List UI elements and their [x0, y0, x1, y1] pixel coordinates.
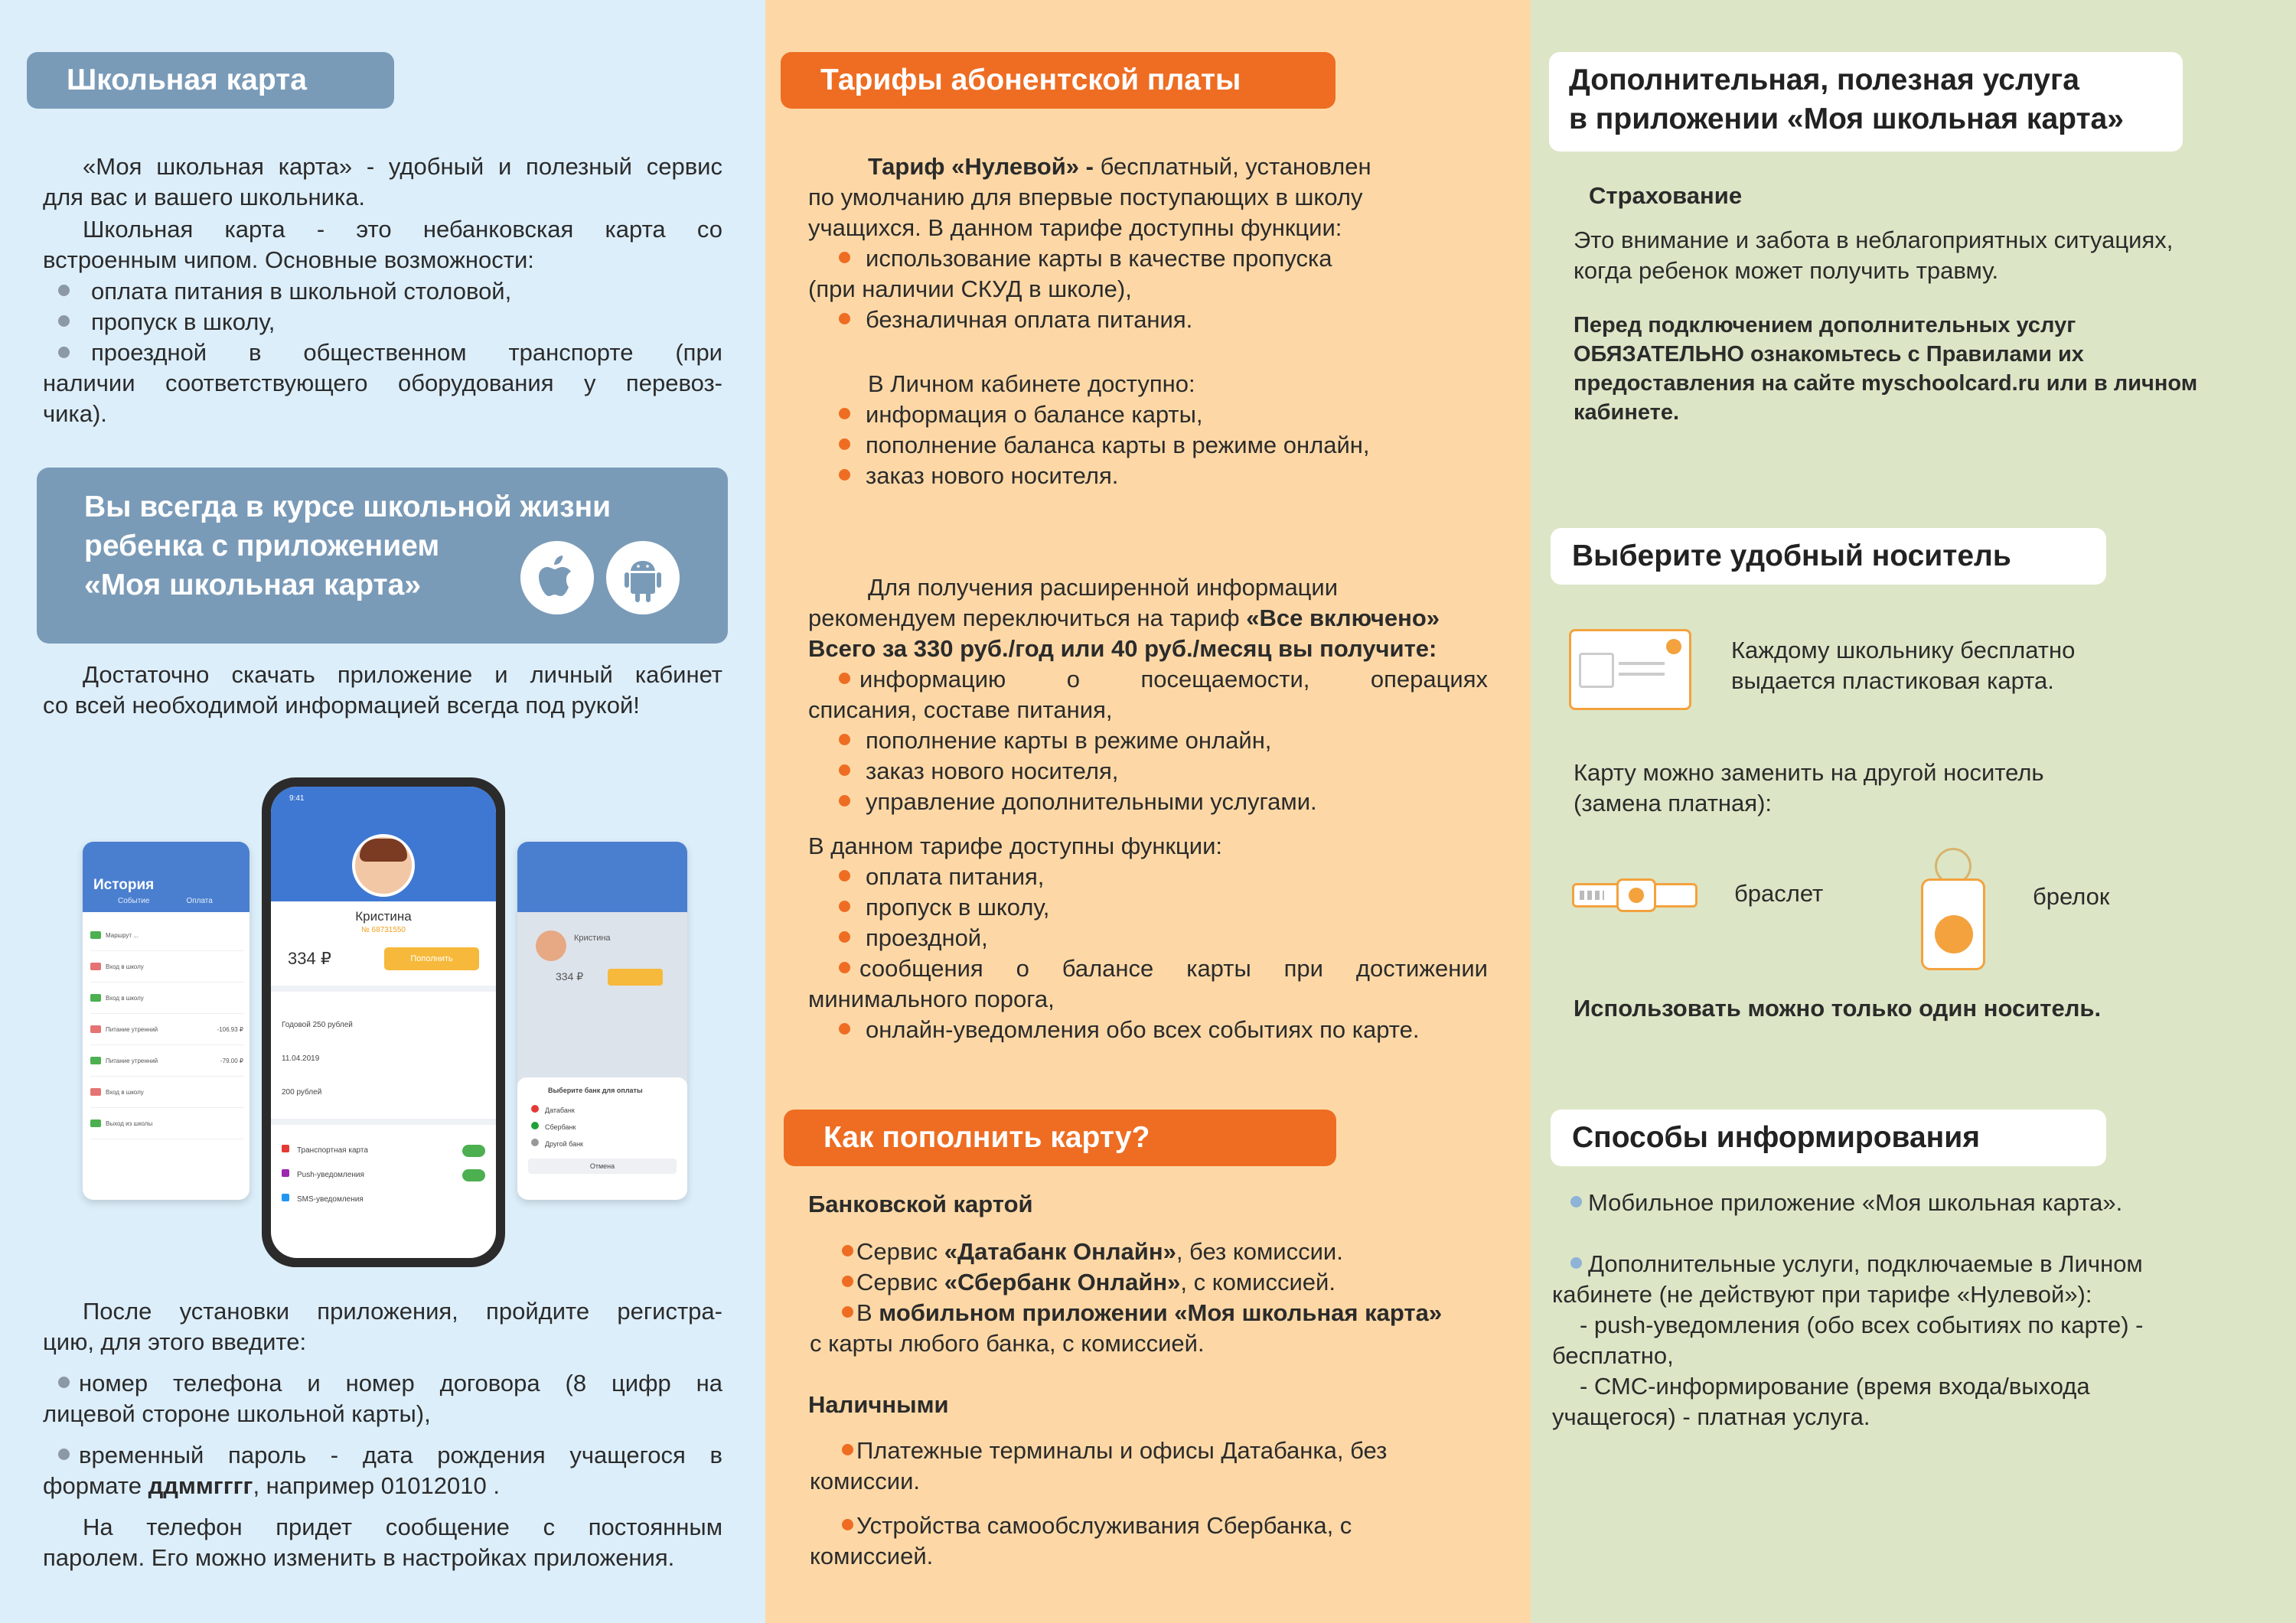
carrier-header: Выберите удобный носитель [1551, 528, 2106, 585]
history-row-amount: -106.93 ₽ [217, 1025, 243, 1033]
app-banner-text: Вы всегда в курсе школьной жизни ребенка с приложением «Моя школьная карта» [84, 490, 612, 601]
bank-card-title: Банковской картой [808, 1191, 1033, 1217]
inform-push-1: - push-уведомления (обо всех событиях по карте) - [1580, 1312, 2144, 1338]
cash-title: Наличными [808, 1391, 949, 1418]
services-list [282, 1139, 485, 1212]
status-time: 9:41 [289, 794, 305, 803]
bullet-icon [842, 1306, 853, 1318]
inform-push-2: бесплатно, [1552, 1342, 1674, 1369]
event-icon [90, 994, 101, 1002]
bank-method-3-tail: с карты любого банка, с комиссией. [810, 1330, 1205, 1357]
service-row: Push-уведомления [282, 1163, 485, 1188]
zero-tariff-line-1: по умолчанию для впервые поступающих в школу [808, 184, 1363, 210]
intro-line-4: встроенным чипом. Основные возможности: [43, 246, 534, 273]
all-functions-title: В данном тарифе доступны функции: [808, 833, 1223, 859]
bullet-icon [839, 1023, 850, 1035]
avatar [536, 930, 566, 961]
function-item: пропуск в школу, [839, 892, 1511, 923]
cash-method-2: Устройства самообслуживания Сбербанка, с [842, 1511, 1511, 1541]
event-icon [90, 1025, 101, 1033]
intro-line-2: для вас и вашего школьника. [43, 184, 366, 210]
insurance-text-2: когда ребенок может получить травму. [1574, 257, 1999, 284]
phones-illustration [83, 777, 687, 1267]
intro-line-1: «Моя школьная карта» - удобный и полезный сервис [83, 153, 722, 180]
cash-method-1-tail: комиссии. [810, 1468, 921, 1494]
app-banner [37, 468, 728, 644]
insurance-title: Страхование [1589, 182, 1743, 209]
history-row[interactable] [90, 983, 243, 1014]
bank-method-3: В мобильном приложении «Моя школьная карта» [842, 1298, 1511, 1328]
bullet-icon [839, 438, 850, 450]
function-msg: сообщения о балансе карты при достижении [839, 953, 1488, 984]
all-feature-item: пополнение карты в режиме онлайн, [839, 725, 1511, 756]
history-row-label: Вход в школу [106, 1088, 144, 1096]
bullet-icon [839, 673, 850, 684]
history-row-label: Маршрут ... [106, 931, 139, 939]
insurance-text-1: Это внимание и забота в неблагоприятных ситуациях, [1574, 227, 2174, 253]
history-row[interactable] [90, 1014, 243, 1045]
bullet-icon [58, 1449, 70, 1460]
service-row: SMS-уведомления [282, 1188, 485, 1212]
one-carrier-note: Использовать можно только один носитель. [1574, 995, 2102, 1022]
cancel-button[interactable]: Отмена [528, 1159, 677, 1174]
zero-feature-1-tail: (при наличии СКУД в школе), [808, 275, 1132, 302]
more-info-1: Для получения расширенной информации [868, 574, 1339, 601]
history-title: История [93, 877, 155, 893]
android-icon[interactable] [606, 541, 680, 614]
features-tail-2: чика). [43, 400, 107, 427]
function-notify: онлайн-уведомления обо всех событиях по карте. [839, 1015, 1511, 1045]
all-feature-item: управление дополнительными услугами. [839, 787, 1511, 817]
zero-tariff-line-2: учащихся. В данном тарифе доступны функции: [808, 214, 1342, 241]
feature-item: оплата питания в школьной столовой, [58, 276, 722, 307]
bullet-icon [839, 764, 850, 776]
event-icon [90, 1119, 101, 1127]
app-download-2: со всей необходимой информацией всегда под рукой! [43, 692, 640, 719]
history-row-label: Вход в школу [106, 994, 144, 1002]
bullet-icon [839, 795, 850, 807]
right-balance: 334 ₽ [556, 970, 584, 983]
after-install-2: цию, для этого введите: [43, 1328, 307, 1355]
after-install-1: После установки приложения, пройдите регистра- [83, 1298, 722, 1325]
bullet-icon [839, 734, 850, 745]
bracelet-icon [1572, 878, 1698, 912]
service-row: Транспортная карта [282, 1139, 485, 1163]
topup-button[interactable]: Пополнить [384, 947, 479, 970]
all-functions-list [839, 862, 1511, 953]
topup-header: Как пополнить карту? [784, 1110, 1336, 1166]
history-screen [83, 842, 249, 1200]
zero-tariff-title: Тариф «Нулевой» - бесплатный, установлен [868, 153, 1371, 180]
tab-payment[interactable]: Оплата [186, 897, 213, 905]
warning-text: Перед подключением дополнительных услуг ОБЯЗАТЕЛЬНО ознакомьтесь с Правилами их предоставления на сайте myschoolcard.ru или в личном кабинете. [1574, 313, 2198, 425]
more-info-2: рекомендуем переключиться на тариф «Все включено» [808, 605, 1440, 631]
features-tail-1: наличии соответствующего оборудования у перевоз- [43, 370, 722, 396]
final-line-1: На телефон придет сообщение с постоянным [83, 1514, 722, 1540]
app-download-1: Достаточно скачать приложение и личный кабинет [83, 661, 722, 688]
bullet-icon [58, 285, 70, 296]
bullet-icon [1570, 1257, 1582, 1269]
keychain-label: брелок [2033, 883, 2110, 910]
history-row[interactable] [90, 1108, 243, 1139]
bullet-icon [842, 1519, 853, 1530]
card-text-1: Каждому школьнику бесплатно [1731, 637, 2076, 663]
cabinet-list [839, 399, 1511, 491]
cabinet-item: пополнение баланса карты в режиме онлайн, [839, 430, 1511, 461]
bullet-icon [839, 870, 850, 882]
toggle[interactable] [462, 1145, 485, 1157]
bank-option[interactable]: Сбербанк [531, 1119, 687, 1136]
inform-sms-2: учащегося) - платная услуга. [1552, 1403, 1870, 1430]
all-feature-1: информацию о посещаемости, операциях [839, 664, 1488, 695]
child-name: Кристина [355, 909, 412, 924]
function-item: оплата питания, [839, 862, 1511, 892]
bullet-icon [58, 315, 70, 327]
balance-value: 334 ₽ [288, 949, 331, 968]
all-feature-item: заказ нового носителя, [839, 756, 1511, 787]
bullet-icon [842, 1276, 853, 1287]
right-name: Кристина [574, 934, 611, 943]
avatar [352, 834, 415, 897]
inform-header: Способы информирования [1551, 1110, 2106, 1166]
profile-screen [271, 787, 496, 1258]
bank-sheet: Выберите банк для оплаты Датабанк Сбербанк Другой банк Отмена [517, 1077, 687, 1200]
registration-item-1: номер телефона и номер договора (8 цифр на [58, 1368, 722, 1399]
intro-line-3: Школьная карта - это небанковская карта со [83, 216, 722, 243]
history-row-label: Питание утренний [106, 1057, 158, 1064]
final-line-2: паролем. Его можно изменить в настройках приложения. [43, 1544, 675, 1571]
history-row[interactable] [90, 920, 243, 951]
function-item: проездной, [839, 923, 1511, 953]
history-row[interactable] [90, 1077, 243, 1108]
cash-method-2-tail: комиссией. [810, 1543, 934, 1569]
event-icon [90, 1057, 101, 1064]
history-row[interactable] [90, 951, 243, 983]
zero-feature-2: безналичная оплата питания. [839, 305, 1511, 335]
school-card-header: Школьная карта [27, 52, 394, 109]
cabinet-item: информация о балансе карты, [839, 399, 1511, 430]
school-card-column [0, 0, 765, 1623]
history-row[interactable] [90, 1045, 243, 1077]
all-features-list [839, 725, 1511, 817]
zero-feature-1: использование карты в качестве пропуска [839, 243, 1511, 274]
bank-method-1: Сервис «Датабанк Онлайн», без комиссии. [842, 1237, 1511, 1267]
plastic-card-icon [1569, 629, 1691, 710]
cabinet-title: В Личном кабинете доступно: [868, 370, 1195, 397]
inform-item-1: Мобильное приложение «Моя школьная карта». [1570, 1188, 2278, 1218]
bullet-icon [839, 962, 850, 973]
tariffs-header: Тарифы абонентской платы [781, 52, 1336, 109]
replace-text-1: Карту можно заменить на другой носитель [1574, 759, 2044, 786]
cash-method-1: Платежные терминалы и офисы Датабанка, без [842, 1436, 1511, 1466]
extra-service-header: Дополнительная, полезная услуга в приложении «Моя школьная карта» [1549, 52, 2183, 152]
history-row-label: Вход в школу [106, 963, 144, 970]
all-feature-1-tail: списания, составе питания, [808, 696, 1113, 723]
bracelet-label: браслет [1734, 880, 1824, 907]
cabinet-item: заказ нового носителя. [839, 461, 1511, 491]
event-icon [90, 1088, 101, 1096]
bullet-icon [839, 901, 850, 912]
services-column [1531, 0, 2296, 1623]
bullet-icon [842, 1444, 853, 1455]
event-icon [90, 963, 101, 970]
event-icon [90, 931, 101, 939]
inform-item-2-tail: кабинете (не действуют при тарифе «Нулевой»): [1552, 1281, 2092, 1308]
bank-choice-screen [517, 842, 687, 1200]
function-msg-tail: минимального порога, [808, 986, 1055, 1012]
bullet-icon [839, 931, 850, 943]
bank-option[interactable]: Датабанк [531, 1102, 687, 1119]
more-info-3: Всего за 330 руб./год или 40 руб./месяц вы получите: [808, 635, 1437, 662]
registration-item-1-tail: лицевой стороне школьной карты), [43, 1400, 431, 1427]
feature-item: проездной в общественном транспорте (при [58, 337, 722, 368]
registration-item-2: временный пароль - дата рождения учащегося в [58, 1440, 722, 1471]
history-row-label: Выход из школы [106, 1119, 153, 1127]
bank-option[interactable]: Другой банк [531, 1136, 687, 1152]
history-row-amount: -79.00 ₽ [220, 1057, 243, 1064]
inform-item-2: Дополнительные услуги, подключаемые в Личном [1570, 1249, 2278, 1279]
bullet-icon [58, 347, 70, 358]
bullet-icon [839, 469, 850, 481]
card-number: № 68731550 [361, 926, 406, 934]
registration-item-2-tail: формате ддммгггг, например 01012010 . [43, 1472, 500, 1499]
bullet-icon [58, 1377, 70, 1388]
center-phone [262, 777, 505, 1267]
feature-item: пропуск в школу, [58, 307, 722, 337]
features-list [58, 276, 722, 368]
bank-method-2: Сервис «Сбербанк Онлайн», с комиссией. [842, 1267, 1511, 1298]
tariffs-column [765, 0, 1531, 1623]
bullet-icon [842, 1245, 853, 1256]
bullet-icon [1570, 1196, 1582, 1207]
bullet-icon [839, 252, 850, 263]
inform-sms-1: - СМС-информирование (время входа/выхода [1580, 1373, 2090, 1400]
apple-icon[interactable] [520, 541, 594, 614]
history-list [83, 912, 249, 1139]
bullet-icon [839, 313, 850, 324]
keychain-icon [1919, 848, 1988, 972]
history-row-label: Питание утренний [106, 1025, 158, 1033]
card-text-2: выдается пластиковая карта. [1731, 667, 2054, 694]
bullet-icon [839, 408, 850, 419]
replace-text-2: (замена платная): [1574, 790, 1773, 816]
tab-event[interactable]: Событие [118, 897, 150, 905]
profile-fields: Годовой 250 рублей 11.04.2019 200 рублей [282, 1021, 353, 1097]
toggle[interactable] [462, 1169, 485, 1181]
